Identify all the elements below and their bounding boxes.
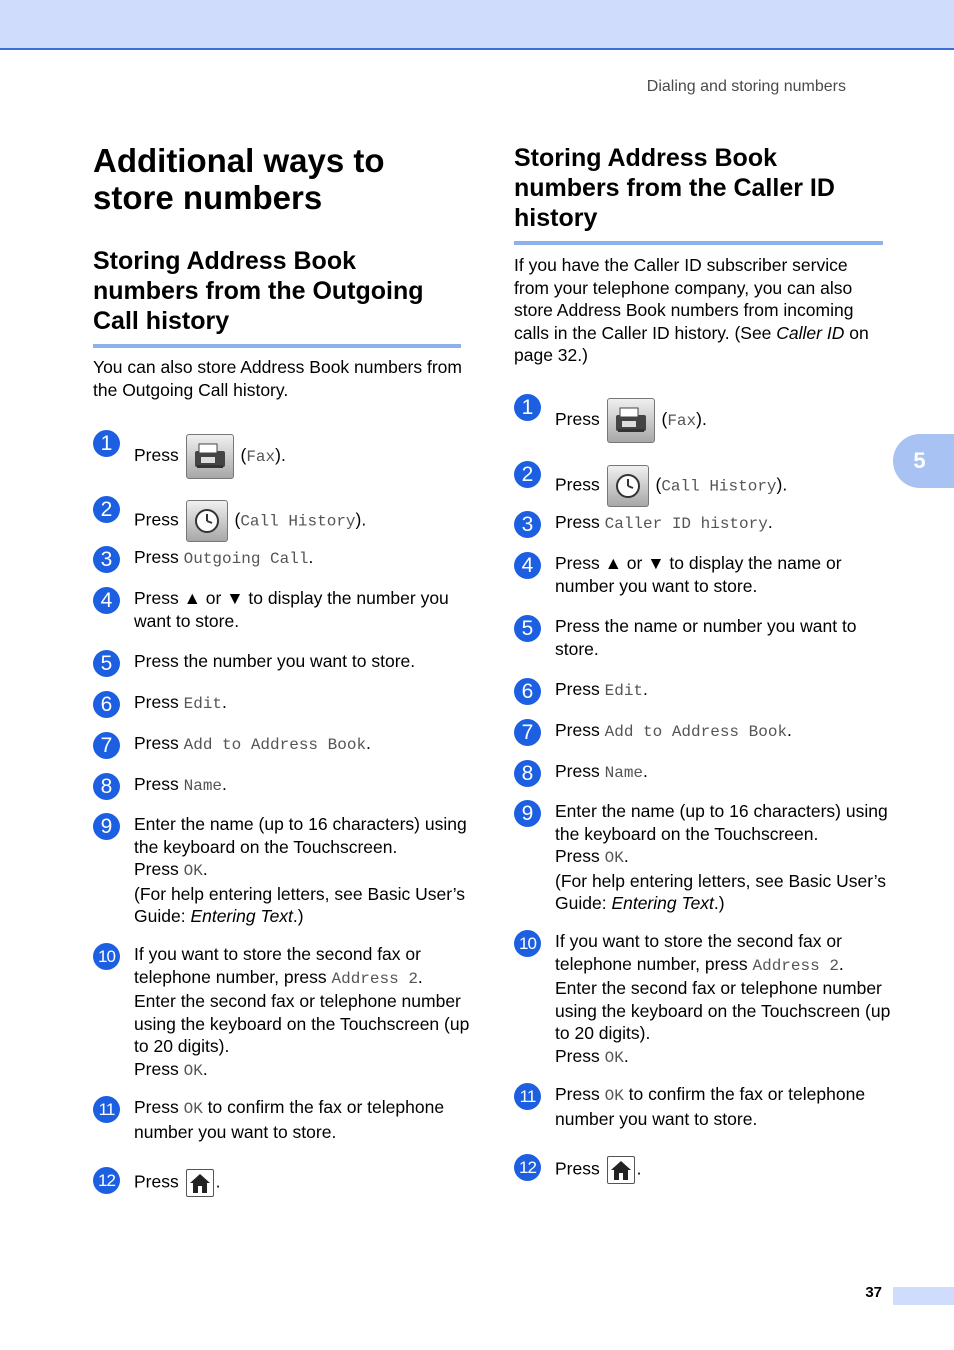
step-number: 5 [514,615,541,642]
fax-icon [186,434,234,479]
step-text [134,691,474,716]
step-number: 2 [514,461,541,488]
step-text-after: to confirm the fax or telephone number you want to store. [134,1097,445,1142]
step-line [555,870,895,915]
step-note-end: .) [292,906,304,926]
step-number: 11 [93,1096,120,1123]
step-text [134,813,474,928]
step-text: Press the number you want to store. [134,651,416,671]
step-text-after: . [623,846,629,866]
step-number: 9 [514,800,541,827]
step-text [555,678,895,703]
step-text: Press (Call History). [134,500,474,542]
step-text-after: . [215,1171,221,1192]
step-code: Call History [661,477,777,496]
step-code: OK [604,849,624,867]
step-text-after: . [202,859,208,879]
step-code: Add to Address Book [604,723,788,741]
step-code: Fax [667,412,697,431]
step-text-lead: Press [134,1058,184,1079]
page-number-bar [893,1287,954,1305]
step-text [555,800,895,915]
step-number: 3 [93,546,120,573]
step-code: OK [604,1048,624,1067]
home-icon [186,1169,214,1197]
fax-icon [607,398,655,443]
step-code: OK [183,1061,203,1080]
step-text-after: . [767,512,773,532]
step-text-lead: Press [134,1171,179,1192]
step-code: Name [183,777,223,795]
step-text-lead: Press [555,512,605,532]
section-title-outgoing: Storing Address Book numbers from the Outgoing Call history [93,246,461,348]
step-text-lead: Press [134,445,179,466]
step-code: Outgoing Call [183,550,309,568]
step-line: Enter the name (up to 16 characters) using the keyboard on the Touchscreen. [555,801,888,844]
step-text-after: ). [776,474,788,495]
step-text [134,773,474,798]
step-code: OK [183,1100,203,1118]
step-number: 6 [514,678,541,705]
step-text-after: ). [275,445,286,466]
chapter-number: 5 [913,448,926,473]
step-text-lead: Press [134,859,184,879]
section-title-caller-id: Storing Address Book numbers from the Caller ID history [514,143,883,245]
step-code: Call History [240,512,356,531]
step-code: Address 2 [752,956,839,975]
step-text-lead: Press [134,547,184,567]
step-text-lead: Press [555,761,605,781]
step-number: 11 [514,1083,541,1110]
step-note: (For help entering letters, see Basic User’s Guide: [134,883,466,926]
step-text [134,1169,474,1197]
step-code: Address 2 [331,969,418,988]
step-text-after: . [222,774,227,794]
step-text-after: . [222,692,227,712]
step-text-after: . [838,953,844,974]
step-text-after: . [308,547,314,567]
step-text-lead: Press [555,1158,600,1179]
step-line: Enter the second fax or telephone number using the keyboard on the Touchscreen (up to 20 digits). [134,991,470,1056]
step-text-after: . [643,679,648,699]
step-number: 9 [93,813,120,840]
step-code: Name [604,764,644,782]
step-text-after: ). [696,409,707,430]
step-text [555,719,895,744]
step-text-lead: Press [134,692,184,712]
right-intro-text: If you have the Caller ID subscriber service from your telephone company, you can also store Address Book numbers from incoming calls in the Caller ID history. (See [514,255,854,343]
step-number: 5 [93,650,120,677]
home-icon [607,1156,635,1184]
step-text-lead: Press [555,1045,605,1066]
step-number: 7 [514,719,541,746]
step-number: 10 [514,930,541,957]
chapter-tab [893,434,954,488]
step-line: Enter the second fax or telephone number using the keyboard on the Touchscreen (up to 20 digits). [555,978,891,1043]
step-text-lead: Press [134,509,179,530]
step-line [134,883,474,928]
step-code: OK [183,862,203,880]
step-number: 8 [93,773,120,800]
left-intro: You can also store Address Book numbers from the Outgoing Call history. [93,357,462,400]
step-text [134,943,474,1082]
step-number: 12 [514,1154,541,1181]
step-code: Add to Address Book [183,736,367,754]
right-intro-end: on page 32.) [514,322,869,365]
step-text-lead: Press [134,733,184,753]
step-text: Press ▲ or ▼ to display the number you want to store. [134,588,449,631]
step-number: 1 [93,430,120,457]
step-line [134,858,474,883]
step-note: (For help entering letters, see Basic User’s Guide: [555,870,887,913]
step-text [555,1156,895,1184]
step-number: 8 [514,760,541,787]
right-intro-ref: Caller ID [776,322,845,343]
step-code: OK [604,1087,624,1105]
step-text-lead: Press [555,846,605,866]
step-line [134,943,474,990]
step-ref: Entering Text [190,906,293,926]
step-text [555,511,895,536]
step-line [555,845,895,870]
step-text-lead: Press [555,720,605,740]
step-text-lead: If you want to store the second fax or telephone number, press [134,944,421,987]
step-number: 10 [93,943,120,970]
step-text [134,1096,474,1143]
step-number: 3 [514,511,541,538]
step-code: Caller ID history [604,515,768,533]
right-section-heading [514,143,883,245]
step-number: 7 [93,732,120,759]
step-text-lead: Press [555,409,600,430]
step-text-lead: Press [555,474,600,495]
step-ref: Entering Text [611,893,714,913]
step-text-lead: Press [555,1084,605,1104]
step-text-after: . [636,1158,642,1179]
step-code: Edit [604,682,644,700]
step-text-after: . [366,733,371,753]
step-number: 1 [514,394,541,421]
step-line: Enter the name (up to 16 characters) using the keyboard on the Touchscreen. [134,814,467,857]
clock-icon [186,500,228,542]
right-intro [514,254,886,367]
page-number: 37 [865,1284,882,1301]
step-text-after: . [417,966,423,987]
step-code: Edit [183,695,223,713]
step-text: Press (Fax). [134,434,474,479]
step-number: 12 [93,1167,120,1194]
step-code: Fax [246,448,276,467]
step-text-after: . [623,1045,629,1066]
step-text-lead: If you want to store the second fax or telephone number, press [555,931,842,974]
step-text-after: ). [355,509,367,530]
step-text [555,930,895,1069]
step-number: 4 [514,552,541,579]
step-text-after: . [787,720,792,740]
step-text-lead: Press [555,679,605,699]
header-band [0,0,954,50]
step-text: Press ▲ or ▼ to display the name or number you want to store. [555,553,842,596]
step-text-after: . [643,761,648,781]
step-note-end: .) [713,893,725,913]
step-text [134,732,474,757]
step-text [555,760,895,785]
step-text-lead: Press [134,1097,184,1117]
step-text-lead: Press [134,774,184,794]
step-text [134,546,474,571]
step-text: Press (Fax). [555,398,895,443]
step-number: 6 [93,691,120,718]
step-text-after: to confirm the fax or telephone number you want to store. [555,1084,866,1129]
step-line [555,1045,895,1070]
step-text: Press (Call History). [555,465,895,507]
step-line [555,930,895,977]
step-text [555,1083,895,1130]
running-header: Dialing and storing numbers [646,78,846,95]
step-text-after: . [202,1058,208,1079]
step-number: 2 [93,496,120,523]
step-text: Press the name or number you want to store. [555,616,857,659]
step-number: 4 [93,587,120,614]
page-title: Additional ways to store numbers [93,142,385,216]
left-section-heading [93,246,461,348]
clock-icon [607,465,649,507]
step-line [134,1058,474,1083]
